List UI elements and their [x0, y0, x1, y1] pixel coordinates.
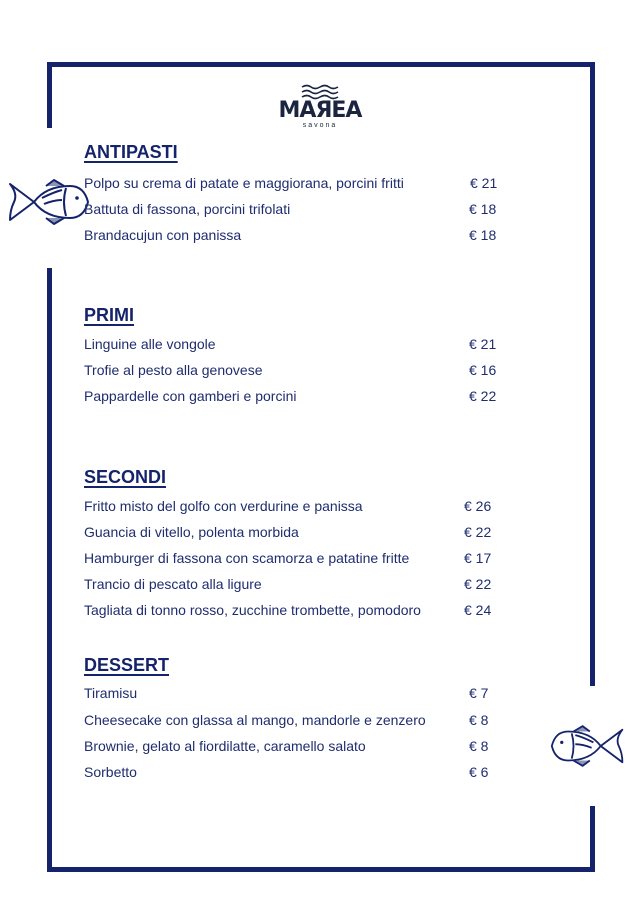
- menu-item: Brandacujun con panissa: [84, 227, 242, 243]
- menu-item: Hamburger di fassona con scamorza e patatine fritte: [84, 550, 410, 566]
- menu-item-price: € 6: [469, 764, 489, 780]
- menu-item: Trancio di pescato alla ligure: [84, 576, 262, 592]
- menu-item-price: € 22: [464, 576, 492, 592]
- menu-item: Polpo su crema di patate e maggiorana, porcini fritti: [84, 175, 404, 191]
- menu-item: Cheesecake con glassa al mango, mandorle e zenzero: [84, 712, 426, 728]
- border-left-top: [47, 62, 52, 128]
- border-right-top: [590, 62, 595, 686]
- menu-item-price: € 22: [469, 388, 497, 404]
- menu-item-price: € 26: [464, 498, 492, 514]
- border-left-bottom: [47, 268, 52, 872]
- menu-item-price: € 18: [469, 201, 497, 217]
- border-bottom: [47, 867, 595, 872]
- logo-city: savona: [302, 122, 338, 129]
- menu-item: Trofie al pesto alla genovese: [84, 362, 263, 378]
- menu-item: Guancia di vitello, polenta morbida: [84, 524, 299, 540]
- logo: [272, 84, 368, 129]
- menu-item: Linguine alle vongole: [84, 336, 216, 352]
- section-title-secondi: SECONDI: [84, 467, 167, 487]
- fish-icon: [550, 724, 626, 768]
- menu-item-price: € 24: [464, 602, 492, 618]
- menu-item-price: € 8: [469, 738, 489, 754]
- menu-item: Sorbetto: [84, 764, 137, 780]
- menu-item-price: € 7: [469, 685, 489, 701]
- menu-item: Brownie, gelato al fiordilatte, caramello salato: [84, 738, 366, 754]
- menu-item-price: € 22: [464, 524, 492, 540]
- border-top: [47, 62, 595, 67]
- section-title-antipasti: ANTIPASTI: [84, 142, 178, 162]
- fish-icon: [6, 178, 90, 226]
- menu-item: Pappardelle con gamberi e porcini: [84, 388, 297, 404]
- menu-item: Tiramisu: [84, 685, 138, 701]
- logo-name: MAЯEA: [278, 98, 362, 123]
- menu-item: Tagliata di tonno rosso, zucchine trombette, pomodoro: [84, 602, 421, 618]
- menu-item-price: € 21: [469, 336, 497, 352]
- menu-item-price: € 21: [470, 175, 498, 191]
- menu-item-price: € 8: [469, 712, 489, 728]
- section-title-dessert: DESSERT: [84, 655, 170, 675]
- menu-item: Battuta di fassona, porcini trifolati: [84, 201, 291, 217]
- menu-item: Fritto misto del golfo con verdurine e panissa: [84, 498, 363, 514]
- menu-item-price: € 18: [469, 227, 497, 243]
- menu-item-price: € 17: [464, 550, 492, 566]
- section-title-primi: PRIMI: [84, 305, 135, 325]
- menu-item-price: € 16: [469, 362, 497, 378]
- border-right-bottom: [590, 806, 595, 872]
